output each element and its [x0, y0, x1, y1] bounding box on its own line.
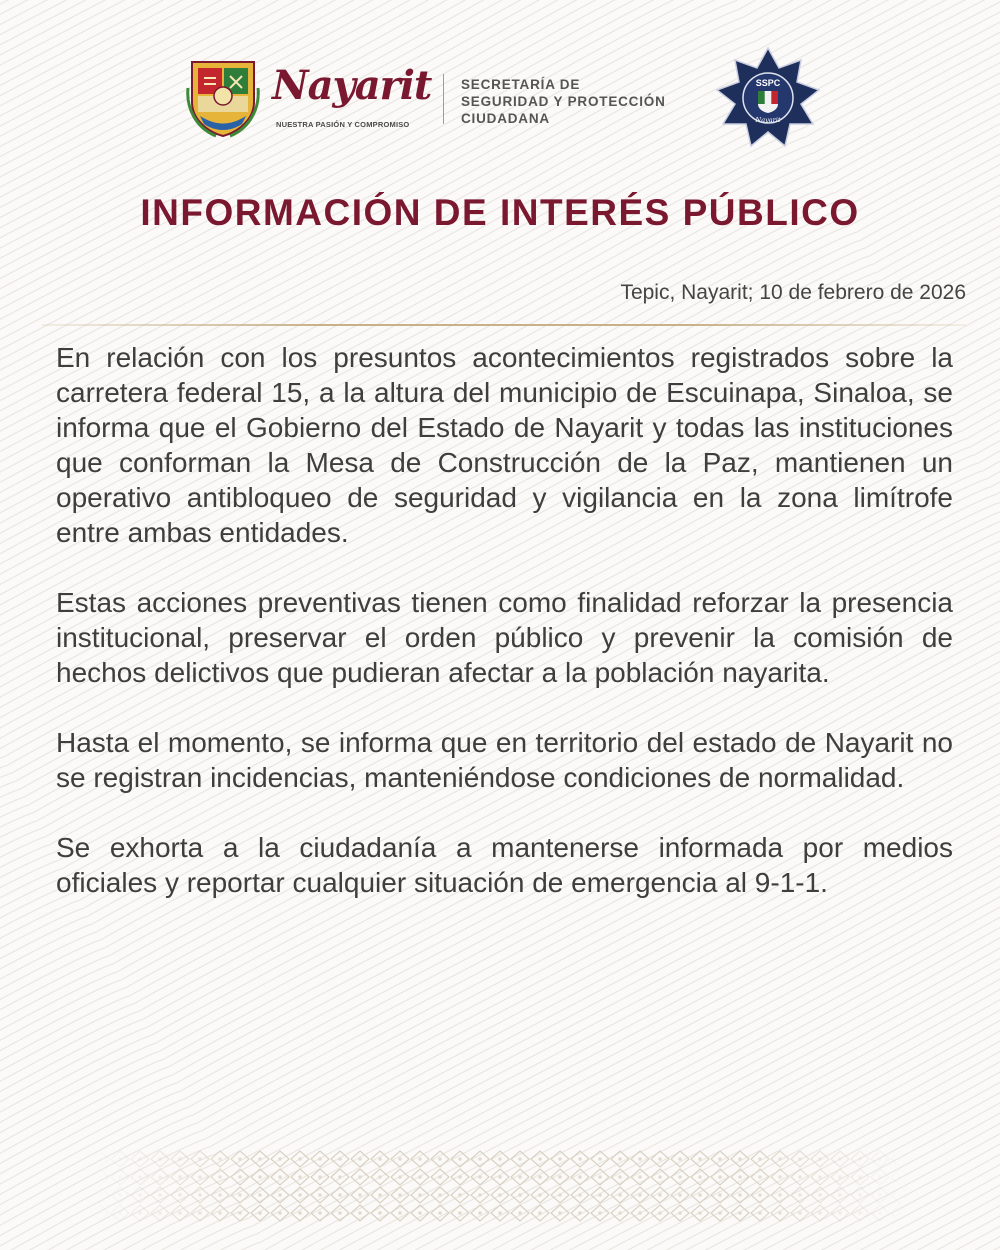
paragraph-1: En relación con los presuntos acontecimientos registrados sobre la carretera federal 15, a la altura del municipio de Escuinapa, Sinaloa, se informa que el Gobierno del Estado de Nayarit y todas las instituciones que conforman la Mesa de Construcción de la Paz, mantienen un operativo antibloqueo de seguridad y vigilancia en la zona limítrofe entre ambas entidades.: [56, 342, 953, 548]
state-coat-of-arms-icon: [186, 58, 260, 138]
badge-label: SSPC: [755, 78, 781, 88]
paragraph-4: Se exhorta a la ciudadanía a mantenerse informada por medios oficiales y reportar cualquier situación de emergencia al 9-1-1.: [56, 832, 953, 898]
brand-name: Nayarit: [272, 62, 432, 109]
paragraph-3: Hasta el momento, se informa que en territorio del estado de Nayarit no se registran incidencias, manteniéndose condiciones de normalidad.: [56, 727, 953, 793]
decorative-footer-pattern: [90, 1150, 910, 1222]
sspc-star-badge-icon: [713, 46, 823, 150]
page-title: INFORMACIÓN DE INTERÉS PÚBLICO: [140, 192, 860, 233]
secretaria-line-1: SECRETARÍA DE: [461, 77, 581, 92]
paragraph-2: Estas acciones preventivas tienen como finalidad reforzar la presencia institucional, preservar el orden público y prevenir la comisión de hechos delictivos que pudieran afectar a la población nayarita.: [56, 587, 953, 688]
badge-subtext: Nayarit: [755, 116, 781, 124]
secretaria-line-3: CIUDADANA: [461, 111, 550, 126]
header-divider: [443, 74, 444, 124]
gold-divider: [42, 324, 966, 326]
secretaria-name: [461, 76, 666, 127]
body-text: [56, 340, 953, 935]
dateline: Tepic, Nayarit; 10 de febrero de 2026: [620, 281, 966, 304]
secretaria-line-2: SEGURIDAD Y PROTECCIÓN: [461, 94, 666, 109]
nayarit-brand: [272, 60, 432, 140]
header: [0, 0, 1000, 160]
brand-tagline: NUESTRA PASIÓN Y COMPROMISO: [276, 120, 410, 129]
